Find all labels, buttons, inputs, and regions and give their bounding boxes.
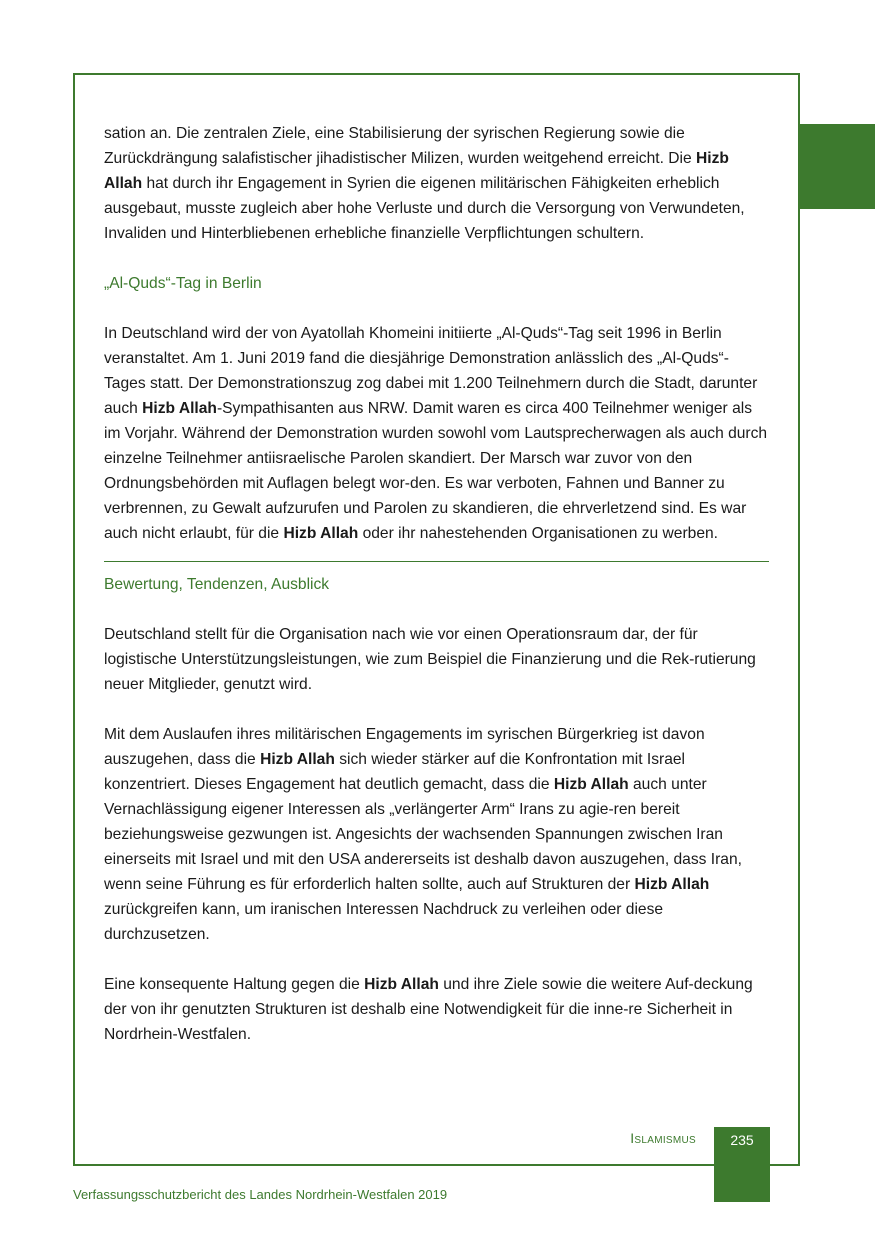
paragraph-syria-exit: Mit dem Auslaufen ihres militärischen Engagements im syrischen Bürgerkrieg ist davon auszugehen, dass die Hizb Allah sich wieder stärker auf die Konfrontation mit Israel konzentriert. Dieses Engagement hat deutlich gemacht, dass die Hizb Allah auch unter Vernachlässigung eigener Interessen als „verlängerter Arm“ Irans zu agie-ren bereit beziehungsweise gezwungen ist. Angesichts der wachsenden Spannungen zwischen Iran einerseits mit Israel und mit den USA andererseits ist deshalb davon auszugehen, dass Iran, wenn seine Führung es für erforderlich halten sollte, auch auf Strukturen der Hizb Allah zurückgreifen kann, um iranischen Interessen Nachdruck zu verleihen oder diese durchzusetzen.: [104, 726, 742, 943]
side-tab-marker: [799, 124, 875, 209]
paragraph-al-quds-demonstration: In Deutschland wird der von Ayatollah Khomeini initiierte „Al-Quds“-Tag seit 1996 in Berlin veranstaltet. Am 1. Juni 2019 fand die diesjährige Demonstration anlässlich des „Al-Quds“-Tages statt. Der Demonstrationszug zog dabei mit 1.200 Teilnehmern durch die Stadt, darunter auch Hizb Allah-Sympathisanten aus NRW. Damit waren es circa 400 Teilnehmer weniger als im Vorjahr. Während der Demonstration wurden sowohl vom Lautsprecherwagen als auch durch einzelne Teilnehmer antiisraelische Parolen skandiert. Der Marsch war zuvor von den Ordnungsbehörden mit Auflagen belegt wor-den. Es war verboten, Fahnen und Banner zu verbrennen, zu Gewalt aufzurufen und Parolen zu skandieren, die ehrverletzend sind. Es war auch nicht erlaubt, für die Hizb Allah oder ihr nahestehenden Organisationen zu werben.: [104, 325, 768, 542]
page-number: 235: [730, 1132, 754, 1148]
bold-term: Hizb Allah: [553, 776, 629, 793]
bold-term: Hizb Allah: [634, 876, 710, 893]
paragraph-operationsraum: Deutschland stellt für die Organisation nach wie vor einen Operationsraum dar, der für logistische Unterstützungsleistungen, wie zum Beispiel die Finanzierung und die Rek-rutierung neuer Mitglieder, genutzt wird.: [104, 626, 756, 693]
bold-term: Hizb Allah: [142, 400, 217, 417]
heading-al-quds-tag: „Al-Quds“-Tag in Berlin: [104, 275, 262, 292]
page-number-box: [714, 1127, 770, 1202]
heading-bewertung: Bewertung, Tendenzen, Ausblick: [104, 576, 330, 593]
section-divider: [104, 561, 769, 597]
bold-term: Hizb Allah: [364, 976, 439, 993]
bold-term: Hizb Allah: [283, 525, 359, 542]
main-content: [104, 121, 769, 1072]
section-label: Islamismus: [630, 1130, 696, 1146]
paragraph-syria-outcome: sation an. Die zentralen Ziele, eine Stabilisierung der syrischen Regierung sowie die Zurückdrängung salafistischer jihadistischer Milizen, wurden weitgehend erreicht. Die Hizb Allah hat durch ihr Engagement in Syrien die eigenen militärischen Fähigkeiten erheblich ausgebaut, musste zugleich aber hohe Verluste und durch die Versorgung von Verwundeten, Invaliden und Hinterbliebenen erhebliche finanzielle Verpflichtungen schultern.: [104, 125, 745, 242]
footer-title: Verfassungsschutzbericht des Landes Nordrhein-Westfalen 2019: [73, 1187, 448, 1202]
paragraph-conclusion: Eine konsequente Haltung gegen die Hizb Allah und ihre Ziele sowie die weitere Auf-deckung der von ihr genutzten Strukturen ist deshalb eine Notwendigkeit für die inne-re Sicherheit in Nordrhein-Westfalen.: [104, 976, 753, 1043]
bold-term: Hizb Allah: [260, 751, 335, 768]
bold-term: Hizb Allah: [104, 150, 729, 192]
